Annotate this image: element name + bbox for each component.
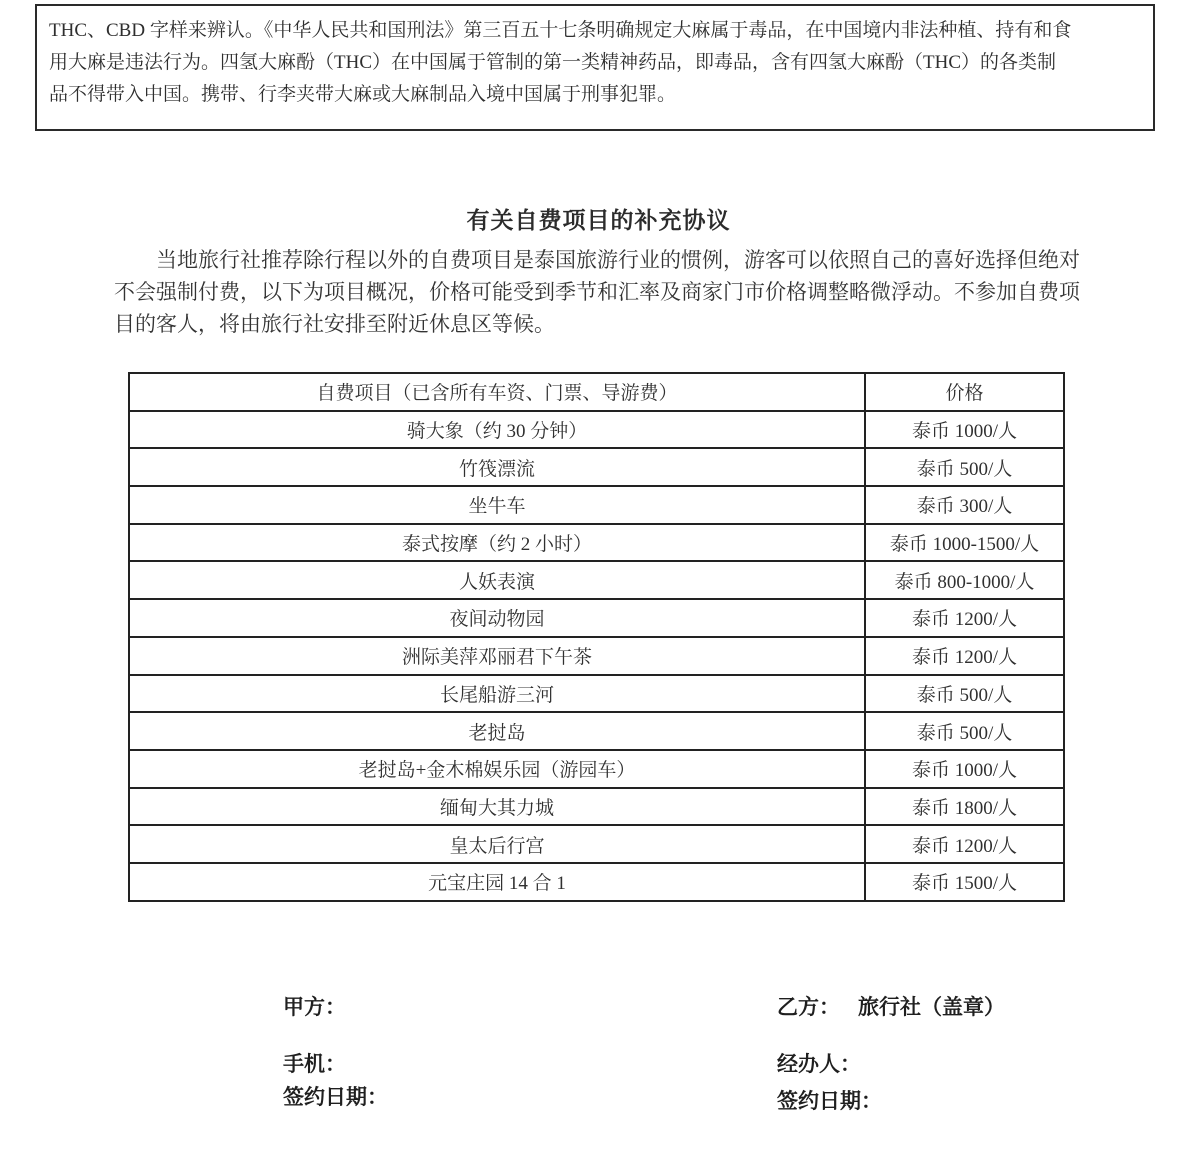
table-cell-item: 皇太后行宫	[129, 825, 865, 863]
table-cell-item: 人妖表演	[129, 561, 865, 599]
party-a-label: 甲方：	[283, 995, 346, 1019]
fee-table-body	[129, 411, 1064, 901]
notice-line: 用大麻是违法行为。四氢大麻酚（THC）在中国属于管制的第一类精神药品，即毒品，含有四氢大麻酚（THC）的各类制	[49, 52, 1057, 73]
notice-line: 品不得带入中国。携带、行李夹带大麻或大麻制品入境中国属于刑事犯罪。	[49, 84, 677, 105]
table-row	[129, 448, 1064, 486]
table-cell-price: 泰币 1000/人	[865, 411, 1064, 449]
paragraph-line: 目的客人，将由旅行社安排至附近休息区等候。	[114, 312, 555, 336]
party-b-signature-line	[777, 991, 1005, 1021]
table-cell-price: 泰币 300/人	[865, 486, 1064, 524]
party-b-value: 旅行社（盖章）	[858, 995, 1005, 1019]
table-row	[129, 675, 1064, 713]
drug-warning-notice-box	[35, 4, 1155, 131]
table-row	[129, 825, 1064, 863]
table-header-item: 自费项目（已含所有车资、门票、导游费）	[129, 373, 865, 411]
paragraph-line: 不会强制付费，以下为项目概况，价格可能受到季节和汇率及商家门市价格调整略微浮动。不参加自费项	[114, 280, 1080, 304]
phone-label: 手机：	[283, 1052, 346, 1076]
table-header-row	[129, 373, 1064, 411]
table-cell-price: 泰币 1800/人	[865, 788, 1064, 826]
optional-fee-table	[128, 372, 1065, 902]
table-cell-item: 元宝庄园 14 合 1	[129, 863, 865, 901]
table-cell-price: 泰币 1000-1500/人	[865, 524, 1064, 562]
table-cell-item: 缅甸大其力城	[129, 788, 865, 826]
table-cell-price: 泰币 500/人	[865, 448, 1064, 486]
sign-date-left-line	[283, 1081, 388, 1111]
table-cell-item: 洲际美萍邓丽君下午茶	[129, 637, 865, 675]
table-row	[129, 712, 1064, 750]
table-row	[129, 411, 1064, 449]
phone-signature-line	[283, 1048, 346, 1078]
paragraph-line: 当地旅行社推荐除行程以外的自费项目是泰国旅游行业的惯例，游客可以依照自己的喜好选择但绝对	[156, 248, 1080, 272]
table-row	[129, 788, 1064, 826]
party-b-label: 乙方：	[777, 995, 840, 1019]
table-cell-item: 夜间动物园	[129, 599, 865, 637]
sign-date-left-label: 签约日期：	[283, 1085, 388, 1109]
table-cell-item: 老挝岛+金木棉娱乐园（游园车）	[129, 750, 865, 788]
handler-label: 经办人：	[777, 1052, 861, 1076]
table-header-price: 价格	[865, 373, 1064, 411]
party-a-signature-line	[283, 991, 346, 1021]
table-cell-item: 老挝岛	[129, 712, 865, 750]
table-cell-price: 泰币 500/人	[865, 712, 1064, 750]
agreement-intro-paragraph	[114, 244, 1114, 340]
table-cell-price: 泰币 500/人	[865, 675, 1064, 713]
table-cell-price: 泰币 1200/人	[865, 599, 1064, 637]
table-row	[129, 524, 1064, 562]
table-row	[129, 561, 1064, 599]
sign-date-right-line	[777, 1085, 882, 1115]
table-row	[129, 486, 1064, 524]
table-cell-price: 泰币 800-1000/人	[865, 561, 1064, 599]
table-cell-item: 竹筏漂流	[129, 448, 865, 486]
table-cell-price: 泰币 1000/人	[865, 750, 1064, 788]
table-cell-item: 骑大象（约 30 分钟）	[129, 411, 865, 449]
table-cell-price: 泰币 1500/人	[865, 863, 1064, 901]
notice-line: THC、CBD 字样来辨认。《中华人民共和国刑法》第三百五十七条明确规定大麻属于毒品，在中国境内非法种植、持有和食	[49, 20, 1072, 41]
table-cell-item: 坐牛车	[129, 486, 865, 524]
table-row	[129, 599, 1064, 637]
table-cell-item: 泰式按摩（约 2 小时）	[129, 524, 865, 562]
table-row	[129, 750, 1064, 788]
table-cell-price: 泰币 1200/人	[865, 637, 1064, 675]
agreement-title: 有关自费项目的补充协议	[466, 208, 731, 233]
sign-date-right-label: 签约日期：	[777, 1089, 882, 1113]
table-row	[129, 637, 1064, 675]
table-cell-price: 泰币 1200/人	[865, 825, 1064, 863]
table-row	[129, 863, 1064, 901]
handler-signature-line	[777, 1048, 861, 1078]
table-cell-item: 长尾船游三河	[129, 675, 865, 713]
